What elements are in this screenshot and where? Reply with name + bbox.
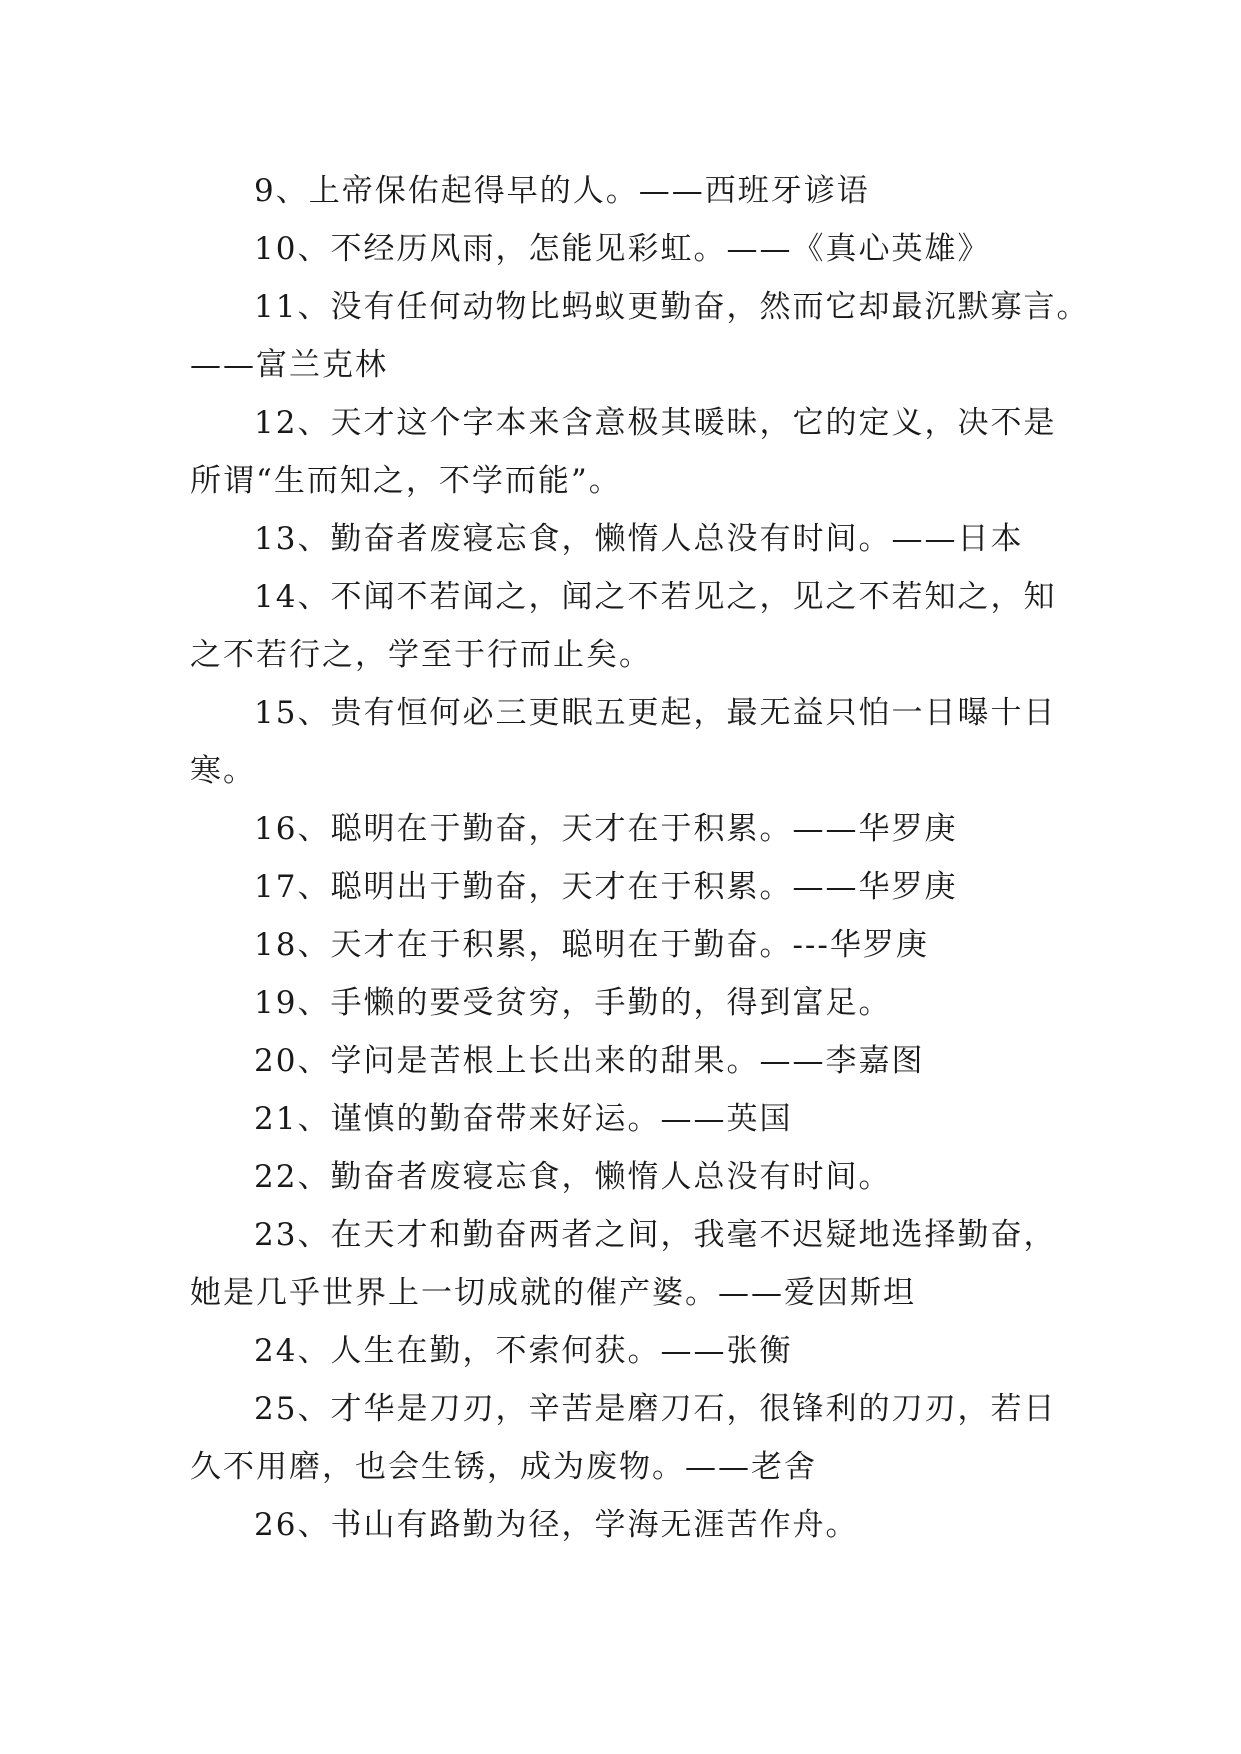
paragraph-line-first: 11、没有任何动物比蚂蚁更勤奋，然而它却最沉默寡言。 bbox=[254, 289, 1090, 325]
paragraph-line-first: 26、书山有路勤为径，学海无涯苦作舟。 bbox=[254, 1507, 859, 1543]
paragraph-line-first: 25、才华是刀刃，辛苦是磨刀石，很锋利的刀刃，若日 bbox=[254, 1391, 1057, 1427]
paragraph-line-continued: ——富兰克林 bbox=[190, 347, 388, 383]
paragraph-line-first: 13、勤奋者废寝忘食，懒惰人总没有时间。——日本 bbox=[254, 521, 1024, 557]
paragraph-line-continued: 久不用磨，也会生锈，成为废物。——老舍 bbox=[190, 1449, 817, 1485]
paragraph-line-first: 17、聪明出于勤奋，天才在于积累。——华罗庚 bbox=[254, 869, 958, 905]
document-body bbox=[190, 162, 1090, 1554]
paragraph-line-first: 10、不经历风雨，怎能见彩虹。——《真心英雄》 bbox=[254, 231, 991, 267]
paragraph-line-first: 19、手懒的要受贫穷，手勤的，得到富足。 bbox=[254, 985, 892, 1021]
paragraph-line-first: 14、不闻不若闻之，闻之不若见之，见之不若知之，知 bbox=[254, 579, 1057, 615]
paragraph-line-first: 9、上帝保佑起得早的人。——西班牙谚语 bbox=[254, 173, 870, 209]
paragraph-line-continued: 她是几乎世界上一切成就的催产婆。——爱因斯坦 bbox=[190, 1275, 916, 1311]
paragraph-line-first: 16、聪明在于勤奋，天才在于积累。——华罗庚 bbox=[254, 811, 958, 847]
paragraph-line-first: 20、学问是苦根上长出来的甜果。——李嘉图 bbox=[254, 1043, 925, 1079]
paragraph-line-first: 15、贵有恒何必三更眠五更起，最无益只怕一日曝十日 bbox=[254, 695, 1057, 731]
paragraph-line-first: 21、谨慎的勤奋带来好运。——英国 bbox=[254, 1101, 793, 1137]
paragraph-line-first: 18、天才在于积累，聪明在于勤奋。---华罗庚 bbox=[254, 927, 929, 963]
paragraph-line-continued: 所谓“生而知之，不学而能”。 bbox=[190, 463, 622, 499]
paragraph-line-first: 22、勤奋者废寝忘食，懒惰人总没有时间。 bbox=[254, 1159, 892, 1195]
paragraph-line-first: 24、人生在勤，不索何获。——张衡 bbox=[254, 1333, 793, 1369]
paragraph-line-first: 23、在天才和勤奋两者之间，我毫不迟疑地选择勤奋， bbox=[254, 1217, 1057, 1253]
paragraph-line-continued: 之不若行之，学至于行而止矣。 bbox=[190, 637, 652, 673]
paragraph-line-first: 12、天才这个字本来含意极其暖昧，它的定义，决不是 bbox=[254, 405, 1057, 441]
paragraph-line-continued: 寒。 bbox=[190, 753, 256, 789]
